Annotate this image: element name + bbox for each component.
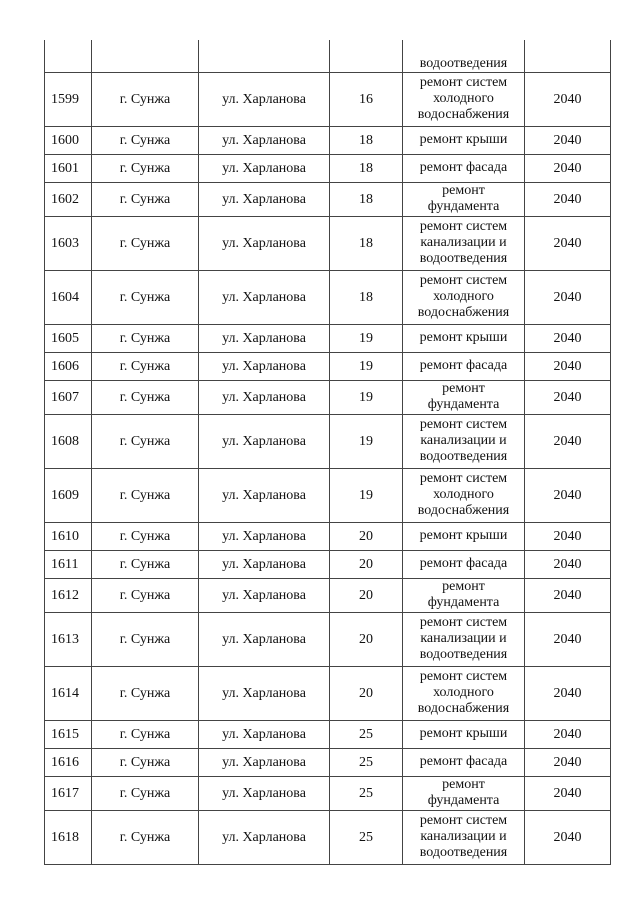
cell-number — [45, 40, 92, 72]
cell-house: 25 — [330, 720, 403, 748]
cell-street: ул. Харланова — [199, 126, 330, 154]
table-row — [45, 522, 611, 550]
cell-number: 1615 — [45, 720, 92, 748]
cell-street — [199, 40, 330, 72]
cell-street: ул. Харланова — [199, 612, 330, 666]
table-row — [45, 182, 611, 216]
cell-year: 2040 — [525, 550, 611, 578]
cell-year: 2040 — [525, 810, 611, 864]
cell-street: ул. Харланова — [199, 810, 330, 864]
table-row — [45, 612, 611, 666]
cell-city: г. Сунжа — [92, 414, 199, 468]
cell-year: 2040 — [525, 612, 611, 666]
cell-city: г. Сунжа — [92, 748, 199, 776]
cell-house: 18 — [330, 154, 403, 182]
cell-number: 1606 — [45, 352, 92, 380]
cell-work: ремонт фасада — [403, 748, 525, 776]
cell-work: ремонт систем холодного водоснабжения — [403, 468, 525, 522]
table-row — [45, 380, 611, 414]
cell-city: г. Сунжа — [92, 720, 199, 748]
cell-year: 2040 — [525, 776, 611, 810]
cell-city: г. Сунжа — [92, 324, 199, 352]
table-row — [45, 414, 611, 468]
cell-number: 1610 — [45, 522, 92, 550]
table-row — [45, 810, 611, 864]
cell-number: 1604 — [45, 270, 92, 324]
cell-work: ремонт фундамента — [403, 578, 525, 612]
cell-year: 2040 — [525, 126, 611, 154]
cell-street: ул. Харланова — [199, 216, 330, 270]
cell-year: 2040 — [525, 182, 611, 216]
table-row — [45, 126, 611, 154]
cell-street: ул. Харланова — [199, 154, 330, 182]
cell-year: 2040 — [525, 154, 611, 182]
cell-number: 1612 — [45, 578, 92, 612]
cell-house: 20 — [330, 550, 403, 578]
cell-year — [525, 40, 611, 72]
cell-city — [92, 40, 199, 72]
cell-year: 2040 — [525, 72, 611, 126]
cell-number: 1617 — [45, 776, 92, 810]
cell-year: 2040 — [525, 578, 611, 612]
table-row — [45, 720, 611, 748]
cell-street: ул. Харланова — [199, 776, 330, 810]
document-page — [44, 40, 610, 865]
cell-work: ремонт систем холодного водоснабжения — [403, 72, 525, 126]
table-row — [45, 216, 611, 270]
cell-house: 19 — [330, 414, 403, 468]
cell-year: 2040 — [525, 414, 611, 468]
cell-year: 2040 — [525, 216, 611, 270]
cell-work: ремонт систем канализации и водоотведения — [403, 216, 525, 270]
cell-street: ул. Харланова — [199, 666, 330, 720]
cell-number: 1611 — [45, 550, 92, 578]
cell-house: 20 — [330, 666, 403, 720]
cell-house: 25 — [330, 776, 403, 810]
cell-work: ремонт фасада — [403, 154, 525, 182]
cell-city: г. Сунжа — [92, 126, 199, 154]
cell-city: г. Сунжа — [92, 522, 199, 550]
cell-street: ул. Харланова — [199, 352, 330, 380]
cell-house: 19 — [330, 352, 403, 380]
table-row — [45, 72, 611, 126]
cell-work: ремонт систем холодного водоснабжения — [403, 270, 525, 324]
cell-city: г. Сунжа — [92, 666, 199, 720]
cell-street: ул. Харланова — [199, 720, 330, 748]
cell-street: ул. Харланова — [199, 522, 330, 550]
cell-house: 18 — [330, 216, 403, 270]
cell-house: 16 — [330, 72, 403, 126]
cell-house: 20 — [330, 612, 403, 666]
cell-house: 18 — [330, 270, 403, 324]
cell-number: 1618 — [45, 810, 92, 864]
cell-number: 1602 — [45, 182, 92, 216]
cell-year: 2040 — [525, 522, 611, 550]
cell-house — [330, 40, 403, 72]
cell-number: 1616 — [45, 748, 92, 776]
cell-city: г. Сунжа — [92, 182, 199, 216]
continuation-row — [45, 40, 611, 72]
cell-number: 1614 — [45, 666, 92, 720]
cell-work: ремонт крыши — [403, 720, 525, 748]
cell-work: ремонт систем холодного водоснабжения — [403, 666, 525, 720]
cell-house: 19 — [330, 324, 403, 352]
cell-number: 1609 — [45, 468, 92, 522]
cell-street: ул. Харланова — [199, 550, 330, 578]
cell-street: ул. Харланова — [199, 380, 330, 414]
cell-number: 1607 — [45, 380, 92, 414]
table-body — [45, 40, 611, 864]
cell-year: 2040 — [525, 748, 611, 776]
cell-year: 2040 — [525, 352, 611, 380]
table-row — [45, 468, 611, 522]
cell-house: 18 — [330, 126, 403, 154]
table-row — [45, 324, 611, 352]
cell-house: 19 — [330, 380, 403, 414]
cell-street: ул. Харланова — [199, 748, 330, 776]
cell-house: 20 — [330, 578, 403, 612]
cell-number: 1613 — [45, 612, 92, 666]
cell-number: 1608 — [45, 414, 92, 468]
cell-number: 1603 — [45, 216, 92, 270]
table-row — [45, 776, 611, 810]
table-row — [45, 666, 611, 720]
cell-house: 25 — [330, 810, 403, 864]
cell-year: 2040 — [525, 324, 611, 352]
cell-city: г. Сунжа — [92, 810, 199, 864]
table-row — [45, 748, 611, 776]
cell-work: ремонт фундамента — [403, 182, 525, 216]
cell-street: ул. Харланова — [199, 182, 330, 216]
cell-city: г. Сунжа — [92, 72, 199, 126]
cell-house: 20 — [330, 522, 403, 550]
table-row — [45, 578, 611, 612]
cell-work: ремонт крыши — [403, 522, 525, 550]
cell-city: г. Сунжа — [92, 216, 199, 270]
table-row — [45, 270, 611, 324]
cell-street: ул. Харланова — [199, 578, 330, 612]
table-row — [45, 550, 611, 578]
cell-work: ремонт систем канализации и водоотведения — [403, 414, 525, 468]
cell-city: г. Сунжа — [92, 154, 199, 182]
cell-city: г. Сунжа — [92, 380, 199, 414]
table-row — [45, 352, 611, 380]
cell-work: ремонт фундамента — [403, 380, 525, 414]
cell-city: г. Сунжа — [92, 612, 199, 666]
cell-street: ул. Харланова — [199, 468, 330, 522]
cell-city: г. Сунжа — [92, 776, 199, 810]
cell-city: г. Сунжа — [92, 468, 199, 522]
cell-year: 2040 — [525, 270, 611, 324]
cell-city: г. Сунжа — [92, 352, 199, 380]
cell-street: ул. Харланова — [199, 72, 330, 126]
cell-street: ул. Харланова — [199, 414, 330, 468]
cell-city: г. Сунжа — [92, 270, 199, 324]
cell-house: 19 — [330, 468, 403, 522]
cell-number: 1600 — [45, 126, 92, 154]
cell-year: 2040 — [525, 380, 611, 414]
table-row — [45, 154, 611, 182]
cell-work: ремонт крыши — [403, 324, 525, 352]
cell-city: г. Сунжа — [92, 550, 199, 578]
cell-number: 1601 — [45, 154, 92, 182]
cell-year: 2040 — [525, 720, 611, 748]
cell-city: г. Сунжа — [92, 578, 199, 612]
cell-work: ремонт фасада — [403, 550, 525, 578]
cell-work: ремонт фасада — [403, 352, 525, 380]
cell-street: ул. Харланова — [199, 270, 330, 324]
cell-work: ремонт систем канализации и водоотведения — [403, 612, 525, 666]
cell-house: 25 — [330, 748, 403, 776]
cell-work: ремонт фундамента — [403, 776, 525, 810]
cell-work: ремонт крыши — [403, 126, 525, 154]
cell-work: ремонт систем канализации и водоотведения — [403, 810, 525, 864]
cell-number: 1605 — [45, 324, 92, 352]
cell-house: 18 — [330, 182, 403, 216]
cell-work: водоотведения — [403, 40, 525, 72]
repair-schedule-table — [44, 40, 611, 865]
cell-number: 1599 — [45, 72, 92, 126]
cell-year: 2040 — [525, 666, 611, 720]
cell-year: 2040 — [525, 468, 611, 522]
cell-street: ул. Харланова — [199, 324, 330, 352]
